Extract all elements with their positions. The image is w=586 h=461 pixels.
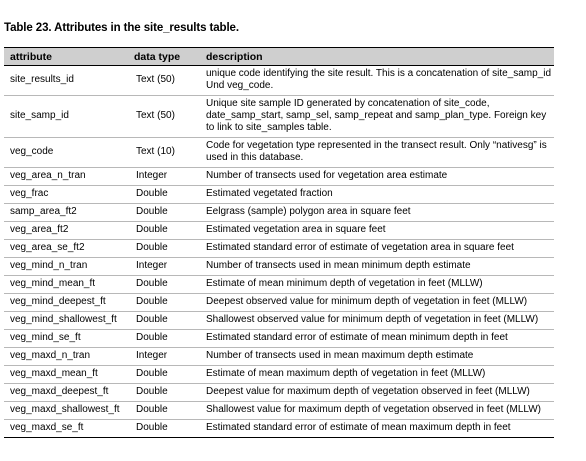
cell-attribute: veg_area_ft2 [4, 222, 130, 240]
table-row [4, 222, 554, 240]
cell-data-type: Double [130, 276, 200, 294]
cell-attribute: samp_area_ft2 [4, 204, 130, 222]
table-row [4, 294, 554, 312]
cell-description: unique code identifying the site result. This is a concatenation of site_samp_id Und veg_code. [200, 66, 554, 96]
cell-data-type: Double [130, 240, 200, 258]
cell-data-type: Double [130, 330, 200, 348]
cell-description: Estimate of mean maximum depth of vegetation in feet (MLLW) [200, 366, 554, 384]
header-description: description [200, 48, 554, 66]
cell-description: Estimated vegetation area in square feet [200, 222, 554, 240]
cell-attribute: veg_mind_mean_ft [4, 276, 130, 294]
cell-attribute: site_samp_id [4, 96, 130, 138]
cell-data-type: Double [130, 384, 200, 402]
header-attribute: attribute [4, 48, 130, 66]
table-header-row [4, 48, 554, 66]
cell-description: Shallowest value for maximum depth of vegetation observed in feet (MLLW) [200, 402, 554, 420]
cell-description: Shallowest observed value for minimum depth of vegetation in feet (MLLW) [200, 312, 554, 330]
table-row [4, 420, 554, 438]
cell-data-type: Double [130, 294, 200, 312]
table-row [4, 330, 554, 348]
cell-attribute: veg_maxd_shallowest_ft [4, 402, 130, 420]
cell-data-type: Double [130, 366, 200, 384]
cell-attribute: veg_maxd_deepest_ft [4, 384, 130, 402]
cell-data-type: Double [130, 402, 200, 420]
cell-attribute: veg_frac [4, 186, 130, 204]
cell-attribute: veg_mind_shallowest_ft [4, 312, 130, 330]
table-body [4, 66, 554, 438]
header-data-type: data type [130, 48, 200, 66]
cell-description: Estimated standard error of estimate of mean minimum depth in feet [200, 330, 554, 348]
cell-data-type: Integer [130, 348, 200, 366]
cell-data-type: Integer [130, 258, 200, 276]
table-row [4, 138, 554, 168]
cell-description: Estimated standard error of estimate of mean maximum depth in feet [200, 420, 554, 438]
table-row [4, 258, 554, 276]
cell-data-type: Double [130, 312, 200, 330]
cell-description: Estimated vegetated fraction [200, 186, 554, 204]
cell-attribute: veg_maxd_se_ft [4, 420, 130, 438]
cell-description: Number of transects used in mean minimum depth estimate [200, 258, 554, 276]
table-row [4, 402, 554, 420]
cell-description: Estimated standard error of estimate of vegetation area in square feet [200, 240, 554, 258]
table-row [4, 96, 554, 138]
cell-data-type: Double [130, 420, 200, 438]
cell-attribute: veg_mind_n_tran [4, 258, 130, 276]
cell-data-type: Text (10) [130, 138, 200, 168]
table-row [4, 240, 554, 258]
cell-data-type: Integer [130, 168, 200, 186]
cell-description: Unique site sample ID generated by concatenation of site_code, date_samp_start, samp_sel, samp_repeat and samp_plan_type. Foreign key to link to site_samples table. [200, 96, 554, 138]
table-row [4, 204, 554, 222]
cell-data-type: Double [130, 222, 200, 240]
cell-data-type: Double [130, 204, 200, 222]
table-row [4, 348, 554, 366]
table-row [4, 66, 554, 96]
cell-data-type: Double [130, 186, 200, 204]
cell-description: Code for vegetation type represented in the transect result. Only “nativesg” is used in this database. [200, 138, 554, 168]
table-row [4, 168, 554, 186]
table-row [4, 186, 554, 204]
table-caption: Table 23. Attributes in the site_results table. [4, 22, 239, 34]
cell-description: Deepest observed value for minimum depth of vegetation in feet (MLLW) [200, 294, 554, 312]
cell-description: Estimate of mean minimum depth of vegetation in feet (MLLW) [200, 276, 554, 294]
cell-attribute: veg_area_se_ft2 [4, 240, 130, 258]
cell-data-type: Text (50) [130, 66, 200, 96]
table-row [4, 276, 554, 294]
cell-attribute: veg_area_n_tran [4, 168, 130, 186]
cell-attribute: veg_mind_deepest_ft [4, 294, 130, 312]
table-row [4, 312, 554, 330]
table-row [4, 366, 554, 384]
attributes-table [4, 47, 554, 438]
table-row [4, 384, 554, 402]
cell-description: Deepest value for maximum depth of vegetation observed in feet (MLLW) [200, 384, 554, 402]
cell-description: Eelgrass (sample) polygon area in square feet [200, 204, 554, 222]
cell-data-type: Text (50) [130, 96, 200, 138]
cell-attribute: veg_maxd_n_tran [4, 348, 130, 366]
cell-attribute: veg_mind_se_ft [4, 330, 130, 348]
cell-description: Number of transects used for vegetation area estimate [200, 168, 554, 186]
cell-description: Number of transects used in mean maximum depth estimate [200, 348, 554, 366]
cell-attribute: site_results_id [4, 66, 130, 96]
cell-attribute: veg_code [4, 138, 130, 168]
cell-attribute: veg_maxd_mean_ft [4, 366, 130, 384]
